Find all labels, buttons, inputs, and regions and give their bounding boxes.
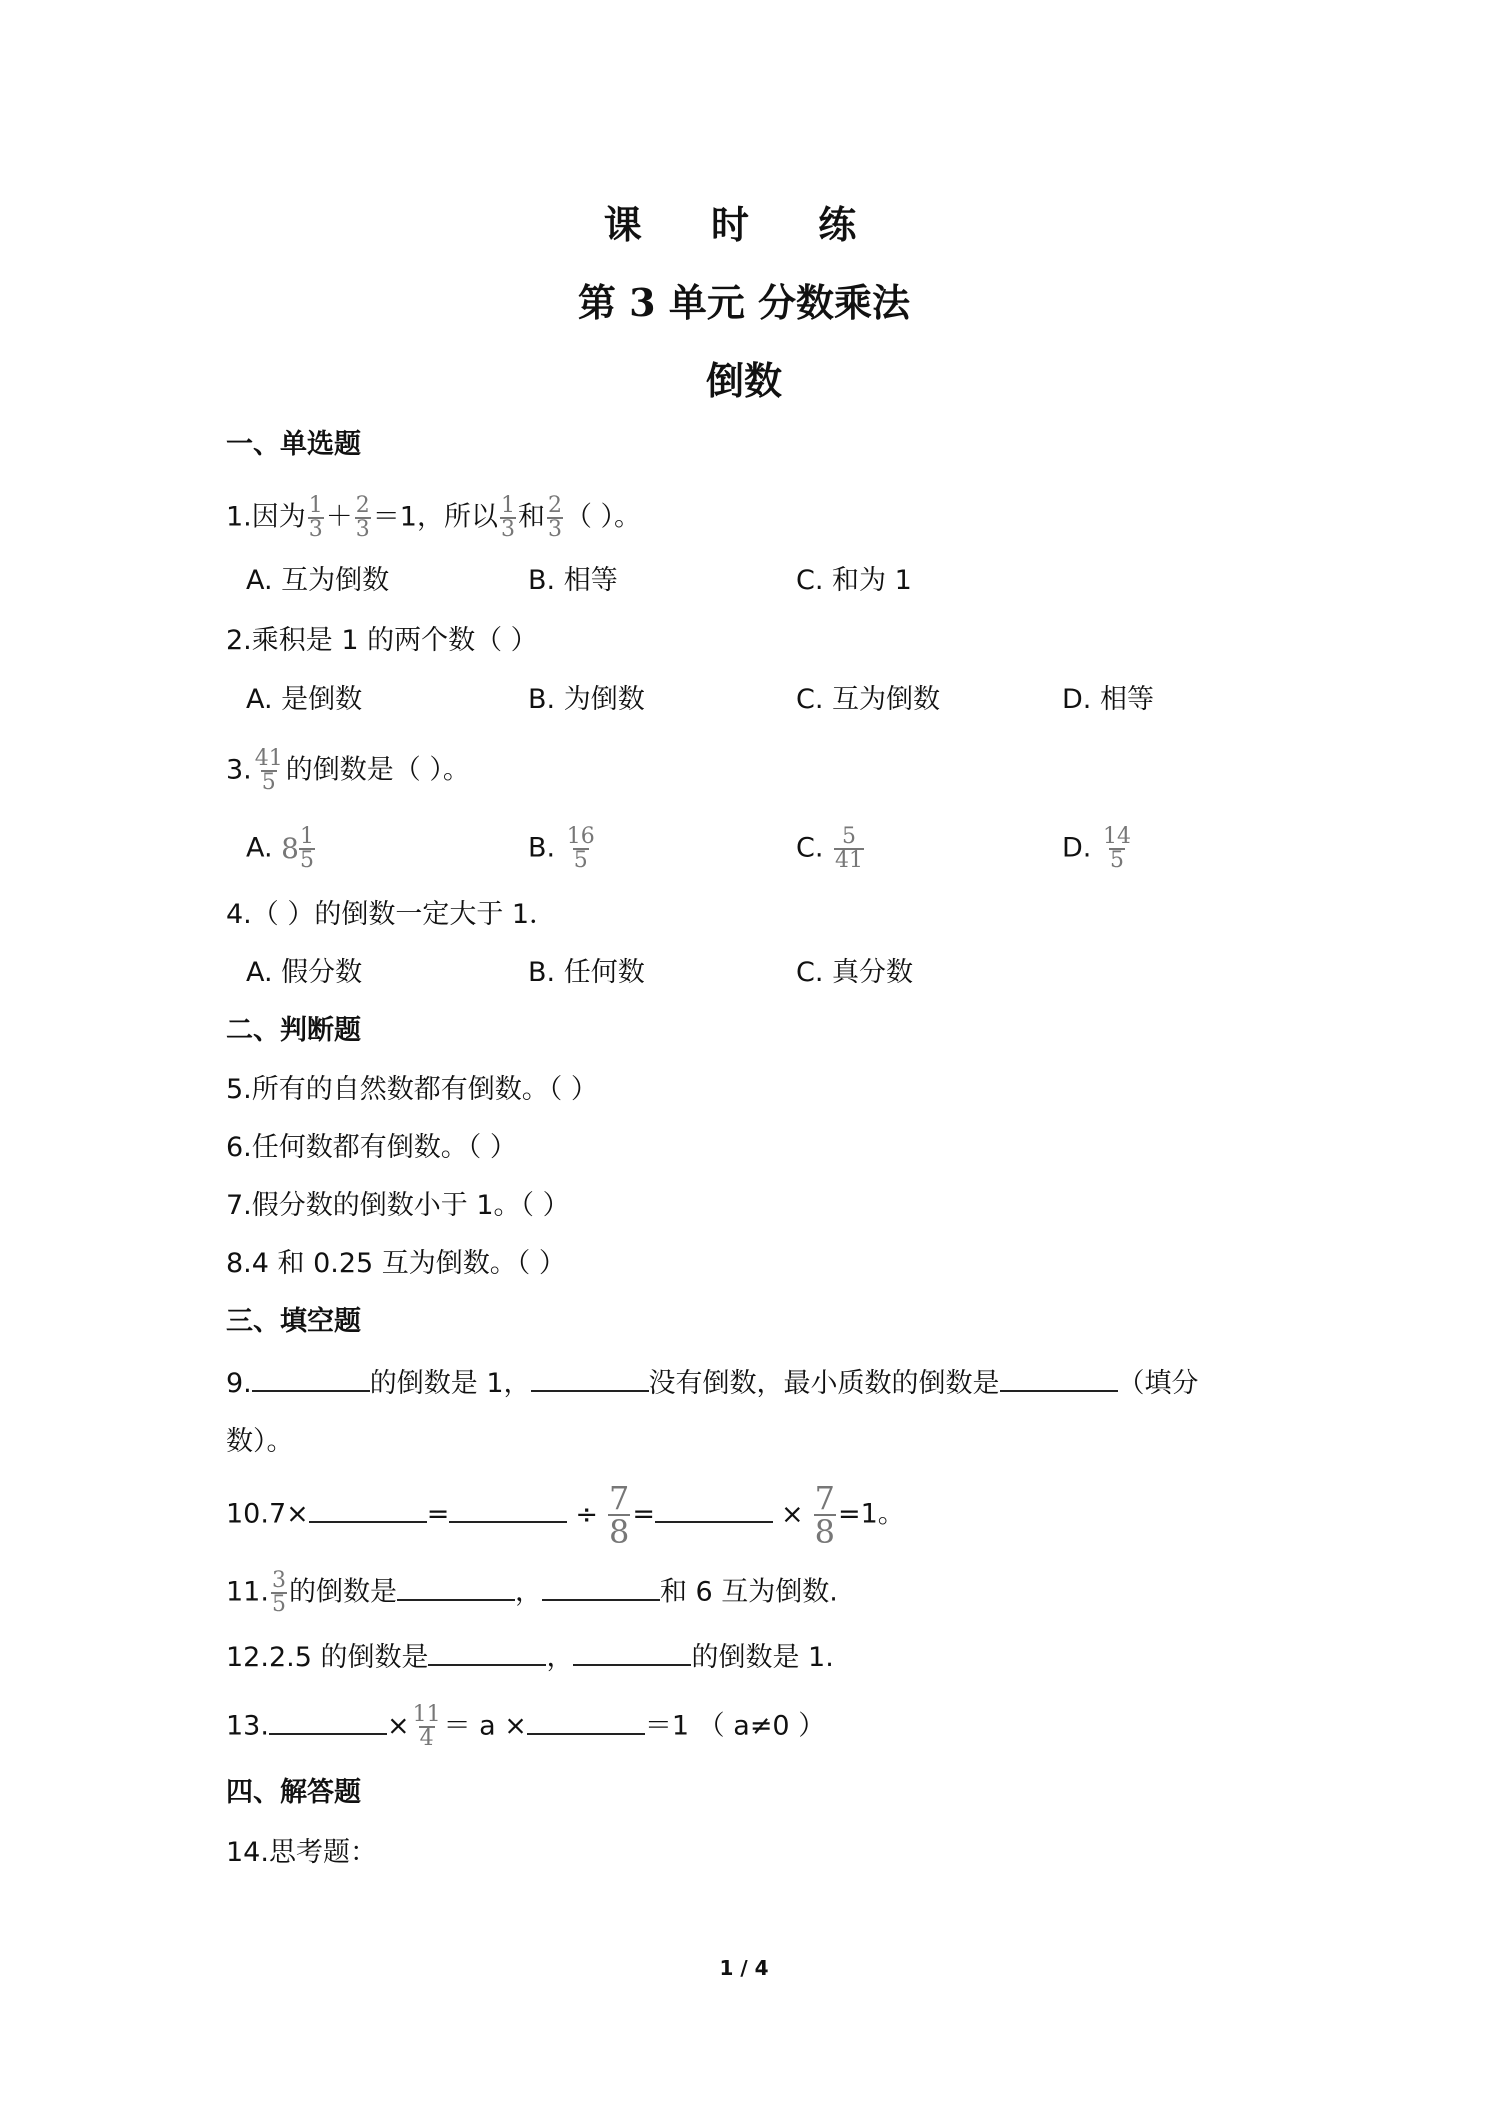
denominator: 5	[271, 1592, 286, 1617]
denominator: 3	[500, 517, 515, 542]
fraction	[834, 826, 864, 872]
fraction	[814, 1479, 836, 1551]
q1-option-c[interactable]: C. 和为 1	[796, 565, 912, 596]
fraction	[271, 1570, 287, 1616]
q4-option-b[interactable]: B. 任何数	[528, 957, 645, 988]
q1-and: 和	[517, 501, 545, 533]
answer-blank[interactable]	[1000, 1362, 1118, 1392]
numerator: 5	[842, 824, 857, 849]
q11-number: 11.	[226, 1576, 269, 1608]
q9-text-2: 没有倒数，最小质数的倒数是	[648, 1368, 1000, 1399]
numerator: 1	[300, 824, 314, 849]
q2-option-a[interactable]: A. 是倒数	[246, 684, 363, 715]
answer-blank[interactable]	[309, 1493, 427, 1523]
denominator: 41	[835, 848, 864, 873]
q3-option-c[interactable]	[796, 826, 866, 872]
equals-sign: =	[426, 1498, 450, 1530]
numerator: 7	[609, 1479, 630, 1517]
q9-number: 9.	[226, 1368, 252, 1399]
denominator: 5	[573, 848, 588, 873]
numerator: 3	[271, 1568, 286, 1593]
option-label: A.	[246, 832, 273, 864]
question-8: 8.4 和 0.25 互为倒数。（ ）	[226, 1248, 566, 1279]
q13-text-2: ＝1 （ a≠0 ）	[644, 1710, 826, 1742]
section-heading-single-choice: 一、单选题	[226, 429, 361, 460]
fraction	[500, 495, 516, 541]
q2-option-c[interactable]: C. 互为倒数	[796, 684, 941, 715]
question-1	[226, 495, 641, 541]
denominator: 5	[300, 848, 314, 873]
q2-option-b[interactable]: B. 为倒数	[528, 684, 645, 715]
unit-title	[0, 272, 1488, 327]
denominator: 3	[547, 517, 562, 542]
numerator: 1	[308, 493, 323, 518]
q10-tail: =1。	[837, 1498, 905, 1530]
fraction	[299, 826, 315, 872]
answer-blank[interactable]	[531, 1362, 649, 1392]
section-heading-solutions: 四、解答题	[226, 1777, 361, 1808]
page-title: 课 时 练	[603, 202, 885, 247]
times-sign: ×	[780, 1498, 804, 1530]
numerator: 7	[814, 1479, 835, 1517]
numerator: 16	[566, 824, 595, 849]
answer-blank[interactable]	[542, 1571, 660, 1601]
denominator: 3	[308, 517, 323, 542]
fraction	[308, 495, 324, 541]
answer-blank[interactable]	[397, 1571, 515, 1601]
numerator: 14	[1102, 824, 1131, 849]
q4-option-c[interactable]: C. 真分数	[796, 957, 914, 988]
question-7: 7.假分数的倒数小于 1。（ ）	[226, 1190, 570, 1221]
q10-number: 10.7×	[226, 1498, 309, 1530]
fraction	[547, 495, 563, 541]
q2-option-d[interactable]: D. 相等	[1062, 684, 1154, 715]
denominator: 4	[419, 1726, 434, 1751]
answer-blank[interactable]	[527, 1705, 645, 1735]
times-sign: ×	[386, 1710, 410, 1742]
unit-text: 第 3 单元 分数乘法	[577, 280, 911, 325]
question-9-continued: 数）。	[226, 1426, 294, 1457]
q1-equation: ＝1，所以	[372, 501, 498, 533]
numerator: 1	[500, 493, 515, 518]
divide-sign: ÷	[575, 1498, 598, 1530]
question-9	[226, 1362, 1199, 1404]
fraction	[608, 1479, 630, 1551]
section-heading-true-false: 二、判断题	[226, 1015, 361, 1046]
question-4: 4.（ ）的倒数一定大于 1．	[226, 899, 557, 930]
q9-text-1: 的倒数是 1，	[369, 1368, 531, 1399]
question-5: 5.所有的自然数都有倒数。（ ）	[226, 1074, 598, 1105]
numerator: 11	[412, 1702, 441, 1727]
q13-text-1: ＝ a ×	[443, 1710, 527, 1742]
question-13	[226, 1704, 825, 1750]
answer-blank[interactable]	[252, 1362, 370, 1392]
lesson-title: 倒数	[705, 358, 782, 403]
question-10	[226, 1479, 905, 1551]
denominator: 5	[261, 770, 276, 795]
option-label: D.	[1062, 832, 1092, 864]
fraction	[566, 826, 596, 872]
q11-comma: ，	[514, 1576, 542, 1608]
q3-option-a[interactable]	[246, 826, 317, 872]
question-3	[226, 748, 470, 794]
option-label: C.	[796, 832, 824, 864]
numerator: 41	[254, 746, 283, 771]
whole-number: 8	[281, 832, 299, 865]
fraction	[412, 1704, 442, 1750]
q1-option-b[interactable]: B. 相等	[528, 565, 618, 596]
q3-tail: 的倒数是（ ）。	[285, 754, 470, 786]
q12-text-2: 的倒数是 1.	[691, 1642, 834, 1673]
page-number: 1 / 4	[719, 1956, 769, 1980]
denominator: 5	[1109, 848, 1124, 873]
answer-blank[interactable]	[655, 1493, 773, 1523]
q3-option-b[interactable]	[528, 826, 598, 872]
question-12	[226, 1636, 834, 1678]
fraction	[355, 495, 371, 541]
section-heading-fill-blank: 三、填空题	[226, 1306, 361, 1337]
q3-number: 3.	[226, 754, 252, 786]
q12-comma: ，	[546, 1642, 574, 1673]
q4-option-a[interactable]: A. 假分数	[246, 957, 363, 988]
plus-sign: ＋	[325, 501, 353, 533]
q1-option-a[interactable]: A. 互为倒数	[246, 565, 390, 596]
q13-number: 13.	[226, 1710, 269, 1742]
denominator: 8	[609, 1513, 630, 1551]
numerator: 2	[355, 493, 370, 518]
answer-blank[interactable]	[573, 1636, 691, 1666]
answer-blank[interactable]	[428, 1636, 546, 1666]
q11-text-2: 和 6 互为倒数.	[659, 1576, 838, 1608]
denominator: 3	[355, 517, 370, 542]
answer-blank[interactable]	[449, 1493, 567, 1523]
q12-text-1: 12.2.5 的倒数是	[226, 1642, 429, 1673]
answer-blank[interactable]	[269, 1705, 387, 1735]
q1-number: 1.因为	[226, 501, 306, 533]
fraction	[1102, 826, 1132, 872]
q3-option-d[interactable]	[1062, 826, 1134, 872]
denominator: 8	[814, 1513, 835, 1551]
numerator: 2	[547, 493, 562, 518]
option-label: B.	[528, 832, 556, 864]
q1-tail: （ ）。	[564, 501, 642, 533]
q9-text-3: （填分	[1117, 1368, 1199, 1399]
question-6: 6.任何数都有倒数。（ ）	[226, 1132, 517, 1163]
question-11	[226, 1570, 838, 1616]
equals-sign: =	[632, 1498, 655, 1530]
q11-text-1: 的倒数是	[288, 1576, 397, 1608]
question-2: 2.乘积是 1 的两个数（ ）	[226, 625, 538, 656]
question-14: 14.思考题：	[226, 1837, 377, 1868]
fraction	[254, 748, 284, 794]
